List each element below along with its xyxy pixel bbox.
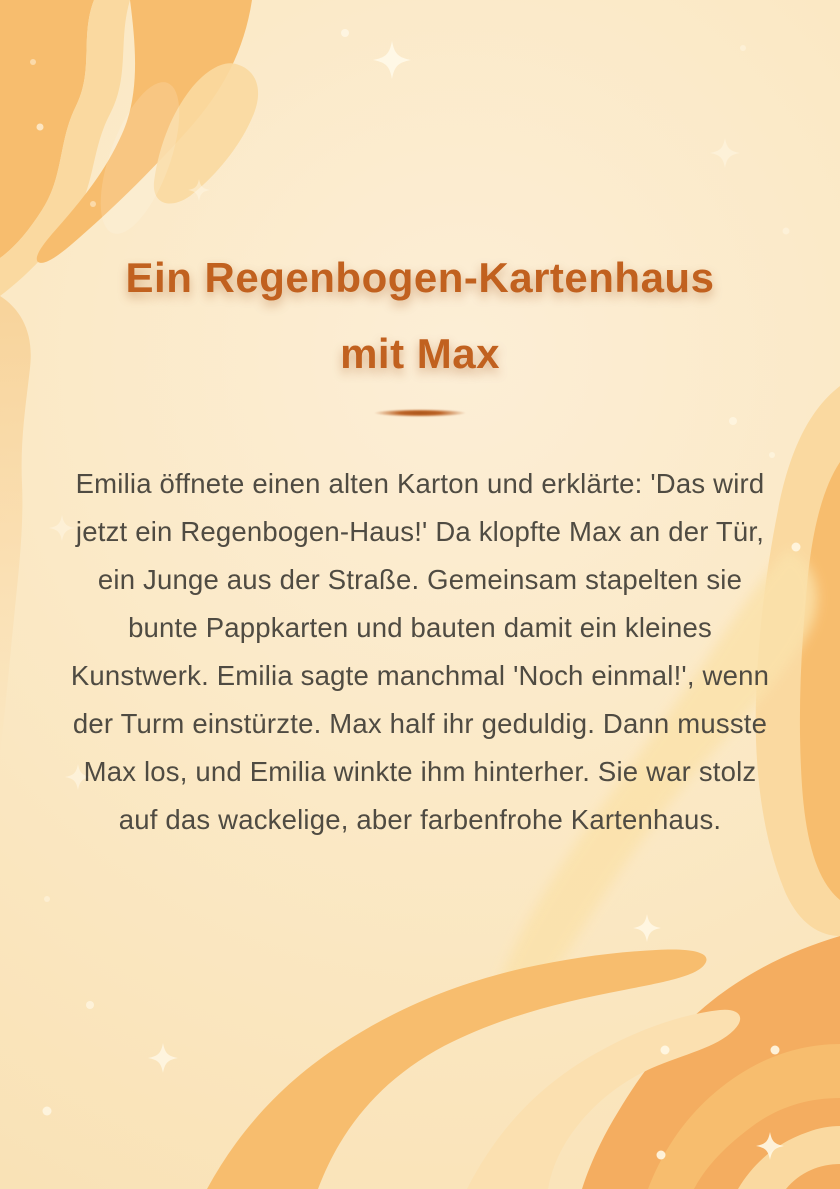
title-line-1: Ein Regenbogen-Kartenhaus: [125, 254, 715, 301]
title-line-2: mit Max: [340, 330, 500, 377]
page-title: [0, 240, 840, 392]
story-text: Emilia öffnete einen alten Karton und erklärte: 'Das wird jetzt ein Regenbogen-Haus!' Da klopfte Max an der Tür, ein Junge aus der Straße. Gemeinsam stapelten sie bunte Pappkarten und bauten damit ein kleines Kunstwerk. Emilia sagte manchmal 'Noch einmal!', wenn der Turm einstürzte. Max half ihr geduldig. Dann musste Max los, und Emilia winkte ihm hinterher. Sie war stolz auf das wackelige, aber farbenfrohe Kartenhaus.: [70, 468, 770, 835]
title-divider: [374, 409, 466, 417]
